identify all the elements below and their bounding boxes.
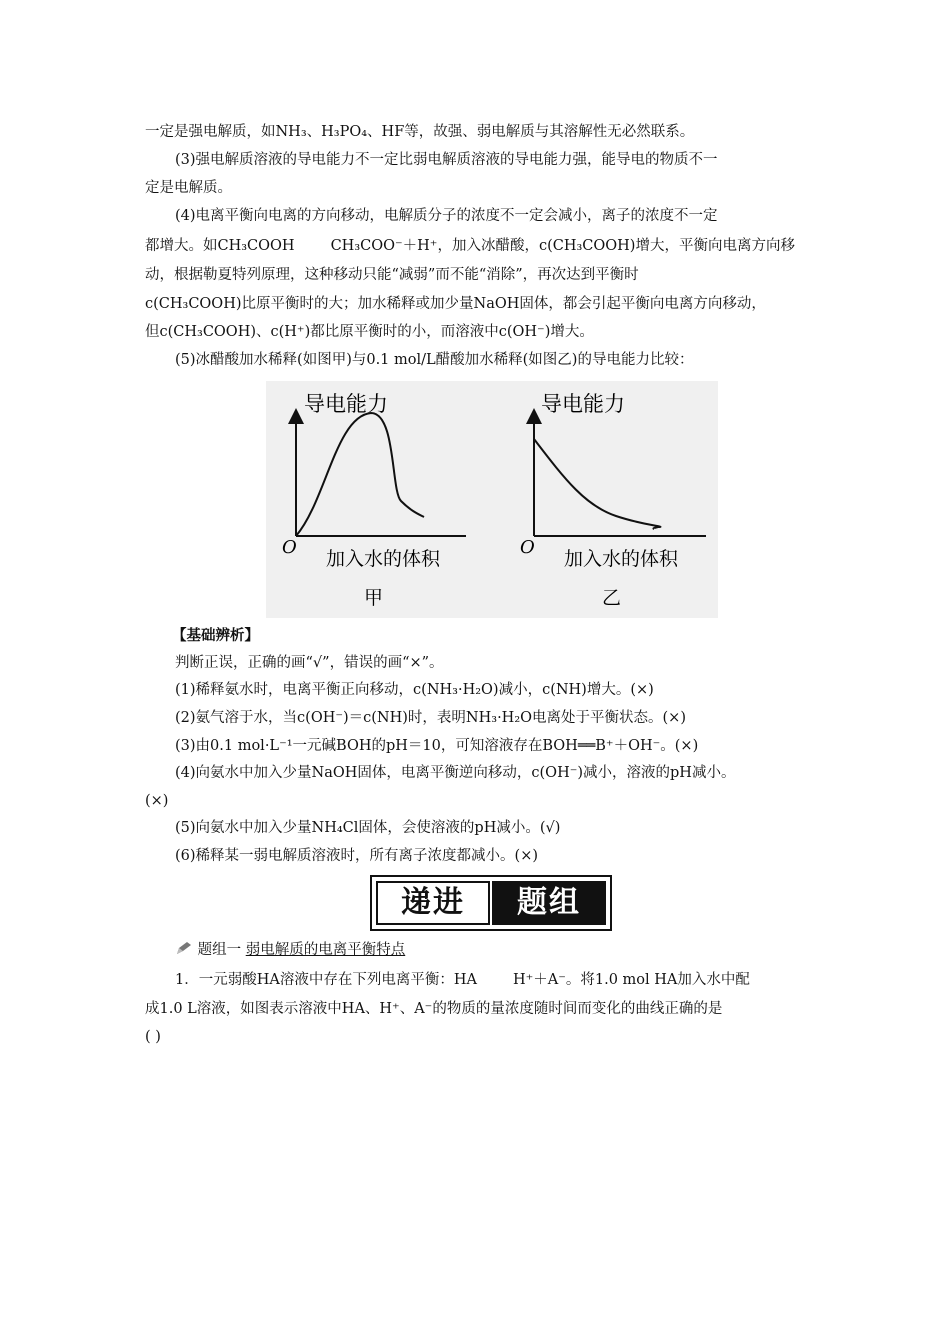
list-item: (4)向氨水中加入少量NaOH固体，电离平衡逆向移动，c(OH⁻)减小，溶液的pH减小。 [175, 765, 736, 781]
banner-left-text: 递进 [376, 881, 490, 925]
paragraph-line [145, 236, 795, 256]
formula-text: CH₃COO⁻＋H⁺，加入冰醋酸，c(CH₃COOH)增大，平衡向电离方向移 [330, 238, 795, 254]
graph-caption: 乙 [602, 587, 622, 609]
list-item: (1)稀释氨水时，电离平衡正向移动，c(NH₃·H₂O)减小，c(NH)增大。(×) [175, 682, 654, 698]
paragraph-line: (4)电离平衡向电离的方向移动，电解质分子的浓度不一定会减小，离子的浓度不一定 [175, 208, 718, 224]
conductivity-figure [266, 381, 718, 618]
question-text: H⁺＋A⁻。将1.0 mol HA加入水中配 [512, 972, 750, 988]
formula-text: 都增大。如CH₃COOH [145, 238, 295, 254]
x-axis-label: 加入水的体积 [326, 548, 441, 570]
origin-label: O [282, 537, 297, 558]
answer-blank: ( ) [145, 1029, 161, 1045]
origin-label: O [520, 537, 535, 558]
paragraph-line: (3)强电解质溶液的导电能力不一定比弱电解质溶液的导电能力强，能导电的物质不一 [175, 152, 718, 168]
banner-right-text: 题组 [492, 881, 606, 925]
conductivity-graphs [266, 381, 718, 618]
paragraph-line: 一定是强电解质，如NH₃、H₃PO₄、HF等，故强、弱电解质与其溶解性无必然联系。 [145, 124, 695, 140]
list-item: (5)向氨水中加入少量NH₄Cl固体，会使溶液的pH减小。(√) [175, 820, 561, 836]
section-heading: 【基础辨析】 [172, 627, 259, 644]
paragraph-line: c(CH₃COOH)比原平衡时的大；加水稀释或加少量NaOH固体，都会引起平衡向电离方向移动， [145, 296, 766, 312]
y-axis-label: 导电能力 [541, 392, 625, 416]
y-axis-label: 导电能力 [304, 392, 388, 416]
paragraph-line: 但c(CH₃COOH)、c(H⁺)都比原平衡时的小，而溶液中c(OH⁻)增大。 [145, 324, 594, 340]
group-title: 弱电解质的电离平衡特点 [245, 942, 406, 958]
x-axis-label: 加入水的体积 [564, 548, 679, 570]
paragraph-line: 定是电解质。 [145, 180, 232, 196]
list-item: (2)氨气溶于水，当c(OH⁻)＝c(NH)时，表明NH₃·H₂O电离处于平衡状态。(×) [175, 710, 686, 726]
pencil-icon [175, 940, 193, 956]
group-label: 题组一 [197, 942, 242, 958]
list-item-tail: (×) [145, 793, 169, 809]
list-item: (3)由0.1 mol·L⁻¹一元碱BOH的pH＝10，可知溶液存在BOH══B⁺＋OH⁻。(×) [175, 738, 699, 754]
conductivity-curve-jia [296, 413, 424, 536]
graph-caption: 甲 [364, 587, 384, 609]
list-item: (6)稀释某一弱电解质溶液时，所有离子浓度都减小。(×) [175, 848, 539, 864]
instruction-text: 判断正误，正确的画“√”，错误的画“×”。 [175, 655, 444, 671]
paragraph-line: 动，根据勒夏特列原理，这种移动只能“减弱”而不能“消除”，再次达到平衡时 [145, 267, 639, 283]
question-group-header [175, 940, 405, 960]
paragraph-line: (5)冰醋酸加水稀释(如图甲)与0.1 mol/L醋酸加水稀释(如图乙)的导电能力比较： [175, 352, 694, 368]
section-banner [370, 875, 612, 931]
question-line: 成1.0 L溶液，如图表示溶液中HA、H⁺、A⁻的物质的量浓度随时间而变化的曲线正确的是 [145, 1001, 723, 1017]
conductivity-curve-yi [534, 439, 660, 529]
question-line [175, 970, 750, 990]
question-text: 1．一元弱酸HA溶液中存在下列电离平衡：HA [175, 972, 477, 988]
